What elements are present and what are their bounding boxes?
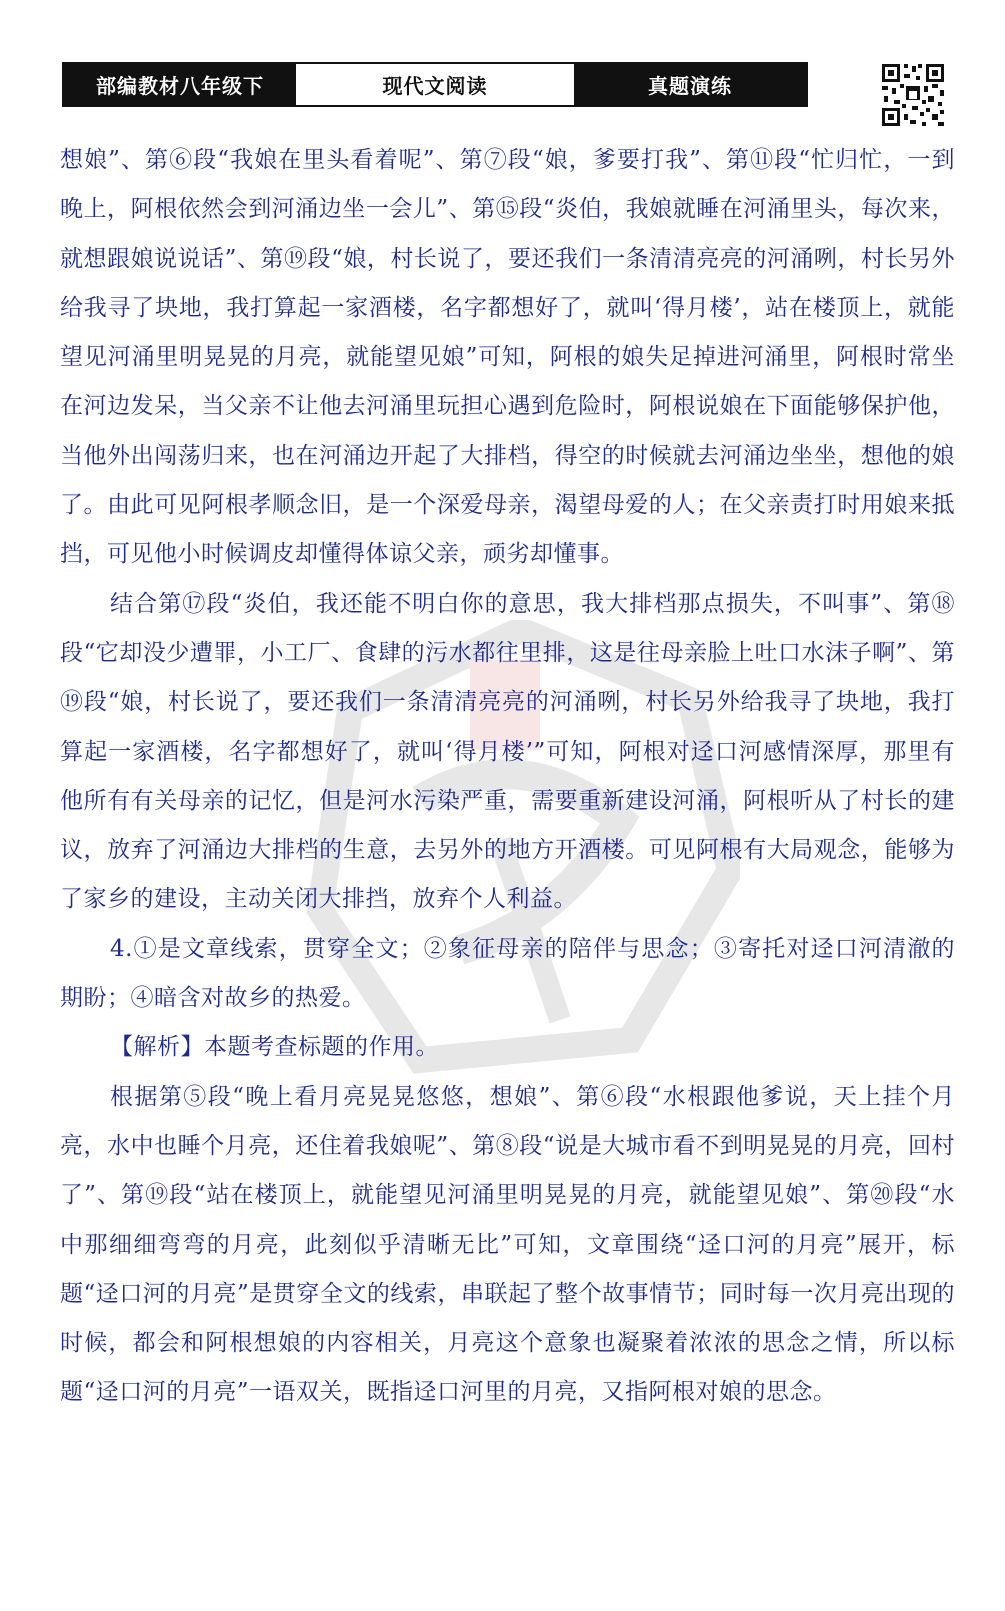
answer-text-body — [60, 136, 955, 1418]
paragraph-explanation-heading: 【解析】本题考查标题的作用。 — [110, 1034, 439, 1061]
header-practice-label: 真题演练 — [574, 64, 806, 105]
header-bar — [62, 62, 808, 107]
qr-code-icon — [880, 62, 946, 128]
paragraph-explanation-body: 根据第⑤段“晚上看月亮晃晃悠悠，想娘”、第⑥段“水根跟他爹说，天上挂个月亮，水中也睡个月亮，还住着我娘呢”、第⑧段“说是大城市看不到明晃晃的月亮，回村了”、第⑲段“站在楼顶上，就能望见河涌里明晃晃的月亮，就能望见娘”、第⑳段“水中那细细弯弯的月亮，此刻似乎清晰无比”可知，文章围绕“迳口河的月亮”展开，标题“迳口河的月亮”是贯穿全文的线索，串联起了整个故事情节；同时每一次月亮出现的时候，都会和阿根想娘的内容相关，月亮这个意象也凝聚着浓浓的思念之情，所以标题“迳口河的月亮”一语双关，既指迳口河里的月亮，又指阿根对娘的思念。 — [60, 1083, 955, 1406]
paragraph-analysis-continued: 想娘”、第⑥段“我娘在里头看着呢”、第⑦段“娘，爹要打我”、第⑪段“忙归忙，一到晚上，阿根依然会到河涌边坐一会儿”、第⑮段“炎伯，我娘就睡在河涌里头，每次来，就想跟娘说说话”、第⑲段“娘，村长说了，要还我们一条清清亮亮的河涌咧，村长另外给我寻了块地，我打算起一家酒楼，名字都想好了，就叫‘得月楼’，站在楼顶上，就能望见河涌里明晃晃的月亮，就能望见娘”可知，阿根的娘失足掉进河涌里，阿根时常坐在河边发呆，当父亲不让他去河涌里玩担心遇到危险时，阿根说娘在下面能够保护他，当他外出闯荡归来，也在河涌边开起了大排档，得空的时候就去河涌边坐坐，想他的娘了。由此可见阿根孝顺念旧，是一个深爱母亲，渴望母爱的人；在父亲责打时用娘来抵挡，可见他小时候调皮却懂得体谅父亲，顽劣却懂事。 — [60, 147, 955, 568]
paragraph-answer-4: 4.①是文章线索，贯穿全文；②象征母亲的陪伴与思念；③寄托对迳口河清澈的期盼；④暗含对故乡的热爱。 — [60, 935, 955, 1012]
header-section-label: 现代文阅读 — [296, 64, 574, 105]
header-textbook-label: 部编教材八年级下 — [64, 64, 296, 105]
paragraph-analysis-river: 结合第⑰段“炎伯，我还能不明白你的意思，我大排档那点损失，不叫事”、第⑱段“它却没少遭罪，小工厂、食肆的污水都往里排，这是往母亲脸上吐口水沫子啊”、第⑲段“娘，村长说了，要还我们一条清清亮亮的河涌咧，村长另外给我寻了块地，我打算起一家酒楼，名字都想好了，就叫‘得月楼’”可知，阿根对迳口河感情深厚，那里有他所有有关母亲的记忆，但是河水污染严重，需要重新建设河涌，阿根听从了村长的建议，放弃了河涌边大排档的生意，去另外的地方开酒楼。可见阿根有大局观念，能够为了家乡的建设，主动关闭大排挡，放弃个人利益。 — [60, 590, 955, 913]
